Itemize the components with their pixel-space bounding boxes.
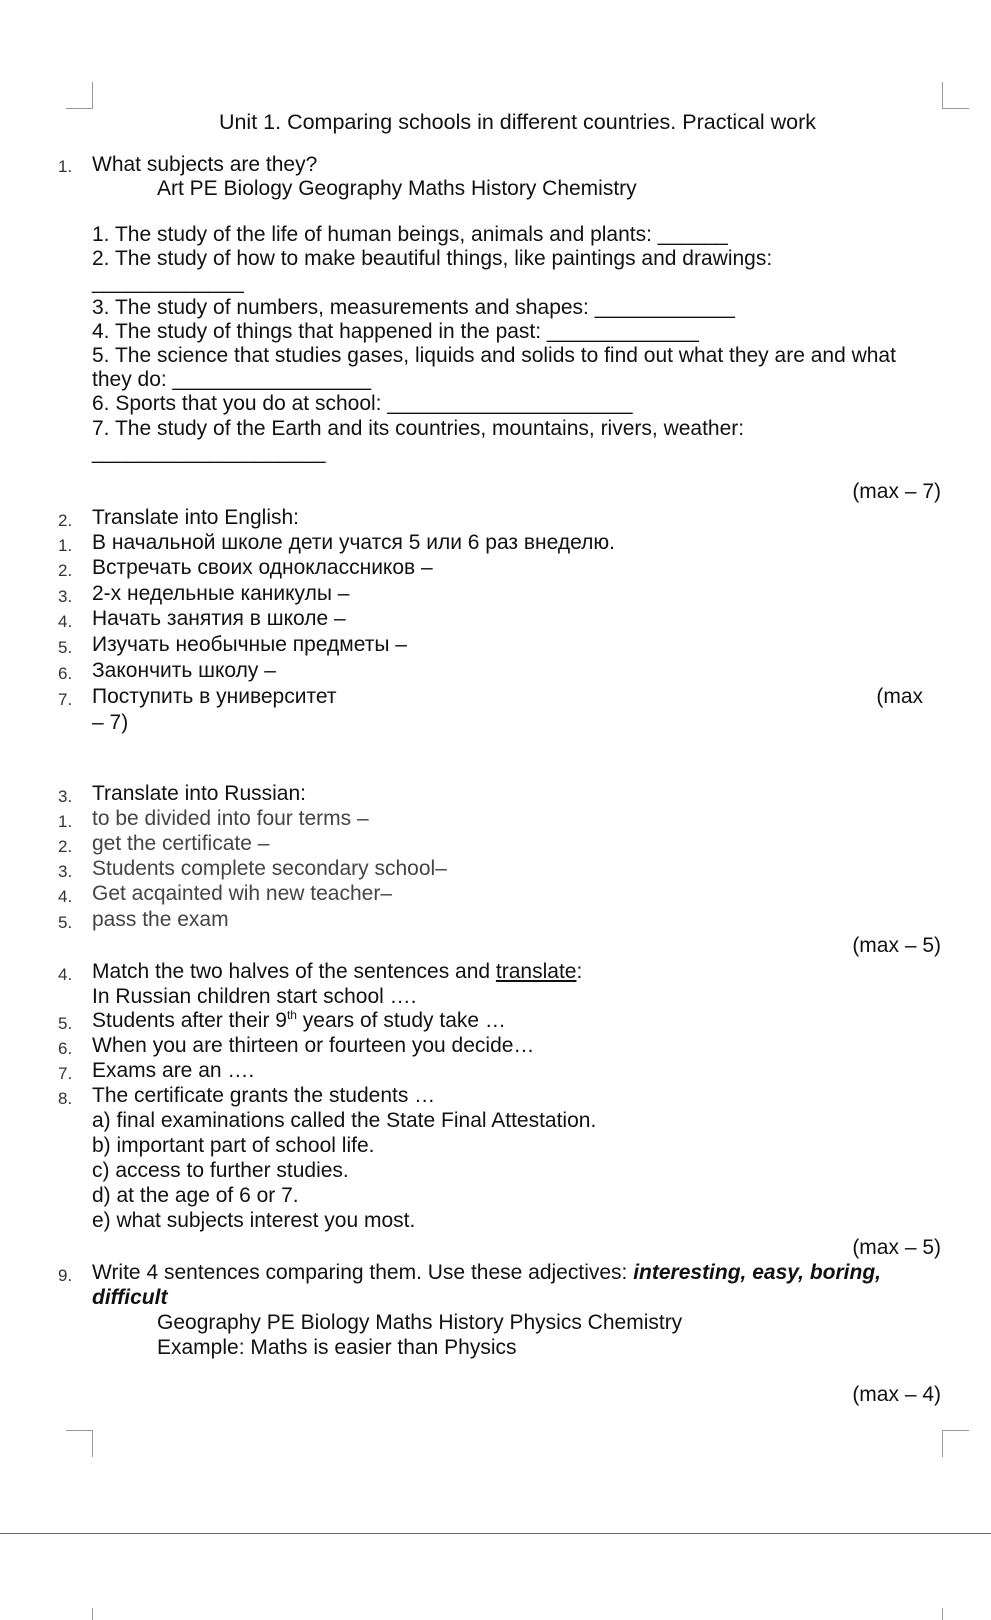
q9-instruction [92, 1260, 881, 1285]
q9-subjects: Geography PE Biology Maths History Physics Chemistry [157, 1311, 683, 1334]
q1-heading: What subjects are they? [92, 153, 318, 176]
q9-text: Write 4 sentences comparing them. Use these adjectives: [92, 1261, 634, 1284]
q3-item-number: 3. [58, 862, 73, 881]
q2-item-number: 1. [58, 536, 73, 555]
q4-item: Exams are an …. [92, 1059, 255, 1082]
q9-adjectives-cont: difficult [92, 1286, 168, 1309]
q3-number: 3. [58, 787, 73, 806]
q4-heading-translate: translate [495, 960, 577, 983]
next-page-crop-left [92, 1608, 93, 1620]
q4-answer: d) at the age of 6 or 7. [92, 1184, 299, 1207]
crop-mark-bottom-right [942, 1430, 969, 1457]
q2-item: 2-х недельные каникулы – [92, 582, 350, 605]
q1-item: _____________ [92, 271, 244, 294]
q3-item: Get acqainted wih new teacher– [92, 882, 393, 905]
q1-item: 6. Sports that you do at school: _____________________ [92, 392, 633, 415]
q2-item: Начать занятия в школе – [92, 607, 346, 630]
q9-number: 9. [58, 1266, 73, 1285]
q4-heading [92, 959, 582, 984]
q9-adjectives: interesting, easy, boring, [633, 1261, 881, 1284]
q4-heading-colon: : [576, 960, 583, 983]
q2-heading: Translate into English: [92, 506, 299, 529]
q2-max-score-cont: – 7) [92, 711, 129, 734]
q3-max-score: (max – 5) [852, 934, 941, 957]
q4-item-text: Students after their 9 [92, 1009, 287, 1032]
q2-item-number: 3. [58, 587, 73, 606]
q4-item-number: 6. [58, 1039, 73, 1058]
next-page-crop-right [942, 1608, 943, 1620]
q4-item-text-end: years of study take … [296, 1009, 506, 1032]
q1-item: 2. The study of how to make beautiful things, like paintings and drawings: [92, 247, 773, 270]
crop-mark-top-right [942, 82, 969, 109]
q4-first-sentence: In Russian children start school …. [92, 985, 417, 1008]
q3-item: get the certificate – [92, 832, 270, 855]
q2-item: Встречать своих одноклассников – [92, 556, 433, 579]
q3-heading: Translate into Russian: [92, 782, 306, 805]
q2-item-number: 6. [58, 664, 73, 683]
q4-max-score: (max – 5) [852, 1236, 941, 1259]
q1-item: ____________________ [92, 441, 326, 464]
q2-item-number: 4. [58, 612, 73, 631]
q4-item-number: 5. [58, 1014, 73, 1033]
crop-mark-bottom-left [66, 1430, 93, 1457]
q2-item: Изучать необычные предметы – [92, 633, 407, 656]
q3-item-number: 5. [58, 913, 73, 932]
q2-item: Закончить школу – [92, 659, 276, 682]
q1-item: 4. The study of things that happened in the past: _____________ [92, 320, 699, 343]
q2-item: В начальной школе дети учатся 5 или 6 раз внеделю. [92, 531, 615, 554]
q1-item: 7. The study of the Earth and its countries, mountains, rivers, weather: [92, 417, 745, 440]
q1-item: 3. The study of numbers, measurements and shapes: ____________ [92, 296, 735, 319]
q3-item: to be divided into four terms – [92, 807, 369, 830]
q4-number: 4. [58, 965, 73, 984]
q9-max-score: (max – 4) [852, 1383, 941, 1406]
q2-item-number: 7. [58, 690, 73, 709]
q4-item: When you are thirteen or fourteen you decide… [92, 1034, 535, 1057]
q4-answer: b) important part of school life. [92, 1134, 375, 1157]
q9-example: Example: Maths is easier than Physics [157, 1336, 517, 1359]
q2-item: Поступить в университет [92, 685, 337, 708]
q1-item: 1. The study of the life of human beings, animals and plants: ______ [92, 223, 728, 246]
q2-item-number: 2. [58, 561, 73, 580]
q4-item-number: 8. [58, 1089, 73, 1108]
q3-item: Students complete secondary school– [92, 857, 447, 880]
q3-item-number: 4. [58, 887, 73, 906]
q1-subjects: Art PE Biology Geography Maths History Chemistry [157, 177, 637, 200]
q4-item [92, 1008, 506, 1033]
page-break-line [0, 1533, 991, 1534]
q4-answer: e) what subjects interest you most. [92, 1209, 416, 1232]
q1-item: they do: _________________ [92, 368, 372, 391]
q4-item: The certificate grants the students … [92, 1084, 436, 1107]
q4-item-number: 7. [58, 1064, 73, 1083]
q3-item: pass the exam [92, 908, 229, 931]
crop-mark-top-left [66, 82, 93, 109]
q1-item: 5. The science that studies gases, liquids and solids to find out what they are and what [92, 344, 896, 367]
q1-max-score: (max – 7) [852, 480, 941, 503]
q2-number: 2. [58, 511, 73, 530]
q4-heading-text: Match the two halves of the sentences and [92, 960, 496, 983]
document-title: Unit 1. Comparing schools in different countries. Practical work [218, 110, 817, 134]
q4-item-sup: th [286, 1008, 297, 1022]
q4-answer: a) final examinations called the State Final Attestation. [92, 1109, 597, 1132]
q3-item-number: 1. [58, 812, 73, 831]
q1-number: 1. [58, 157, 73, 176]
q3-item-number: 2. [58, 837, 73, 856]
q2-max-score: (max [876, 685, 923, 708]
q2-item-number: 5. [58, 638, 73, 657]
q4-answer: c) access to further studies. [92, 1159, 349, 1182]
